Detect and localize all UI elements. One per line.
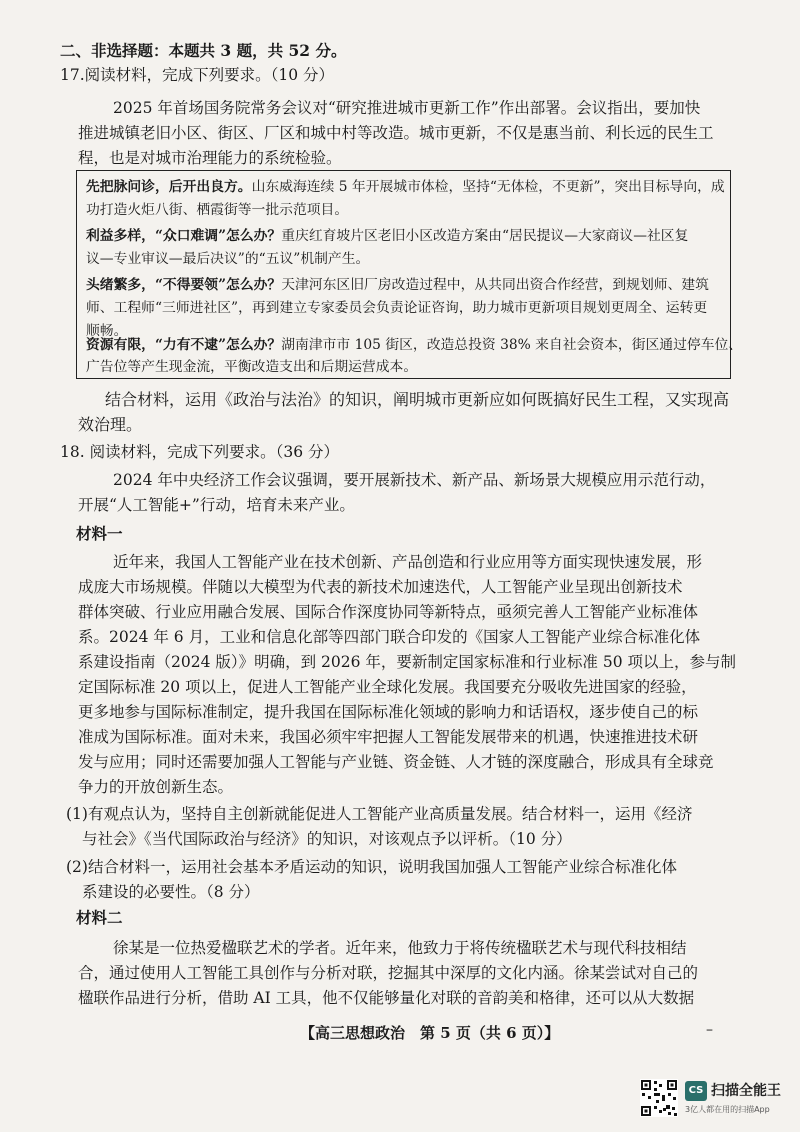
material-1-title: 材料一 (76, 524, 123, 543)
box-para-1 (86, 177, 725, 197)
box-para-1-cont: 功打造火炬八街、栖霞街等一批示范项目。 (86, 202, 349, 218)
q18-heading: 18. 阅读材料，完成下列要求。（36 分） (60, 443, 339, 461)
scanner-app-name: 扫描全能王 (711, 1083, 781, 1099)
box-para-4 (86, 335, 742, 355)
box-para-3-cont: 师、工程师“三师进社区”，再到建立专家委员会负责论证咨询，助力城市更新项目规划更周全、运转更 (86, 300, 708, 316)
q17-intro-line: 2025 年首场国务院常务会议对“研究推进城市更新工作”作出部署。会议指出，要加快 (113, 99, 701, 117)
box-para-3-title: 头绪繁多，“不得要领”怎么办？ (86, 277, 282, 293)
material-1-line: 更多地参与国际标准制定，提升我国在国际标准化领域的影响力和话语权，逐步使自己的标 (78, 703, 699, 721)
material-2-line: 合，通过使用人工智能工具创作与分析对联，挖掘其中深厚的文化内涵。徐某尝试对自己的 (78, 964, 699, 982)
q17-question-line: 结合材料，运用《政治与法治》的知识，阐明城市更新应如何既搞好民生工程，又实现高 (105, 390, 730, 409)
material-1-line: 成庞大市场规模。伴随以大模型为代表的新技术加速迭代，人工智能产业呈现出创新技术 (78, 578, 683, 596)
box-para-4-text: 湖南津市市 105 街区，改造总投资 38% 来自社会资本，街区通过停车位、 (281, 337, 743, 353)
box-para-2-title: 利益多样，“众口难调”怎么办？ (86, 228, 282, 244)
q17-intro-line: 程，也是对城市治理能力的系统检验。 (78, 149, 342, 167)
material-1-line: 准成为国际标准。面对未来，我国必须牢牢把握人工智能发展带来的机遇，快速推进技术研 (78, 728, 699, 746)
camscanner-logo-icon: CS (685, 1081, 707, 1101)
scanner-watermark (640, 1077, 790, 1121)
material-2-title: 材料二 (76, 908, 123, 927)
material-1-line: 争力的开放创新生态。 (78, 778, 234, 796)
box-para-3 (86, 275, 709, 295)
box-para-1-text: 山东威海连续 5 年开展城市体检，坚持“无体检，不更新”，突出目标导向，成 (251, 179, 725, 195)
q18-sub2-line: (2)结合材料一，运用社会基本矛盾运动的知识，说明我国加强人工智能产业综合标准化体 (66, 858, 677, 876)
box-para-3-cont: 顺畅。 (86, 323, 128, 339)
page-footer: 【高三思想政治 第 5 页（共 6 页）】 (300, 1024, 560, 1042)
material-1-line: 近年来，我国人工智能产业在技术创新、产品创造和行业应用等方面实现快速发展，形 (113, 553, 703, 571)
material-1-line: 群体突破、行业应用融合发展、国际合作深度协同等新特点，亟须完善人工智能产业标准体 (78, 603, 699, 621)
q18-intro-line: 2024 年中央经济工作会议强调，要开展新技术、新产品、新场景大规模应用示范行动， (113, 471, 716, 489)
box-para-4-cont: 广告位等产生现金流，平衡改造支出和后期运营成本。 (86, 359, 418, 375)
box-para-2-text: 重庆红育坡片区老旧小区改造方案由“居民提议—大家商议—社区复 (281, 228, 689, 244)
q17-question-line: 效治理。 (78, 415, 143, 434)
q17-intro-line: 推进城镇老旧小区、街区、厂区和城中村等改造。城市更新，不仅是惠当前、利长远的民生工 (78, 124, 714, 142)
material-2-line: 徐某是一位热爱楹联艺术的学者。近年来，他致力于将传统楹联艺术与现代科技相结 (113, 939, 687, 957)
q18-sub2-line: 系建设的必要性。（8 分） (82, 883, 260, 901)
material-1-line: 发与应用；同时还需要加强人工智能与产业链、资金链、人才链的深度融合，形成具有全球竞 (78, 753, 714, 771)
section-heading: 二、非选择题：本题共 3 题，共 52 分。 (60, 41, 347, 60)
box-para-2 (86, 226, 688, 246)
q18-intro-line: 开展“人工智能+”行动，培育未来产业。 (78, 496, 355, 514)
q18-sub1-line: (1)有观点认为，坚持自主创新就能促进人工智能产业高质量发展。结合材料一，运用《经济 (66, 805, 693, 823)
box-para-3-text: 天津河东区旧厂房改造过程中，从共同出资合作经营，到规划师、建筑 (281, 277, 709, 293)
box-para-1-title: 先把脉问诊，后开出良方。 (86, 179, 252, 195)
q17-material-box (76, 170, 743, 379)
material-1-line: 系建设指南（2024 版）》明确，到 2026 年，要新制定国家标准和行业标准 50 项以上，参与制 (78, 653, 737, 671)
material-1-line: 定国际标准 20 项以上，促进人工智能产业全球化发展。我国要充分吸收先进国家的经验， (78, 678, 697, 696)
box-para-2-cont: 议—专业审议—最后决议”的“五议”机制产生。 (86, 251, 370, 267)
material-2-line: 楹联作品进行分析，借助 AI 工具，他不仅能够量化对联的音韵美和格律，还可以从大数据 (78, 989, 695, 1007)
box-para-4-title: 资源有限，“力有不逮”怎么办？ (86, 337, 282, 353)
q18-sub1-line: 与社会》《当代国际政治与经济》的知识，对该观点予以评析。（10 分） (82, 830, 572, 848)
qr-code-icon (640, 1079, 678, 1117)
material-1-line: 系。2024 年 6 月，工业和信息化部等四部门联合印发的《国家人工智能产业综合标准化体 (78, 628, 701, 646)
scanner-tagline: 3亿人都在用的扫描App (685, 1105, 770, 1114)
q17-heading: 17.阅读材料，完成下列要求。（10 分） (60, 66, 335, 84)
footer-dash: – (706, 1022, 713, 1038)
